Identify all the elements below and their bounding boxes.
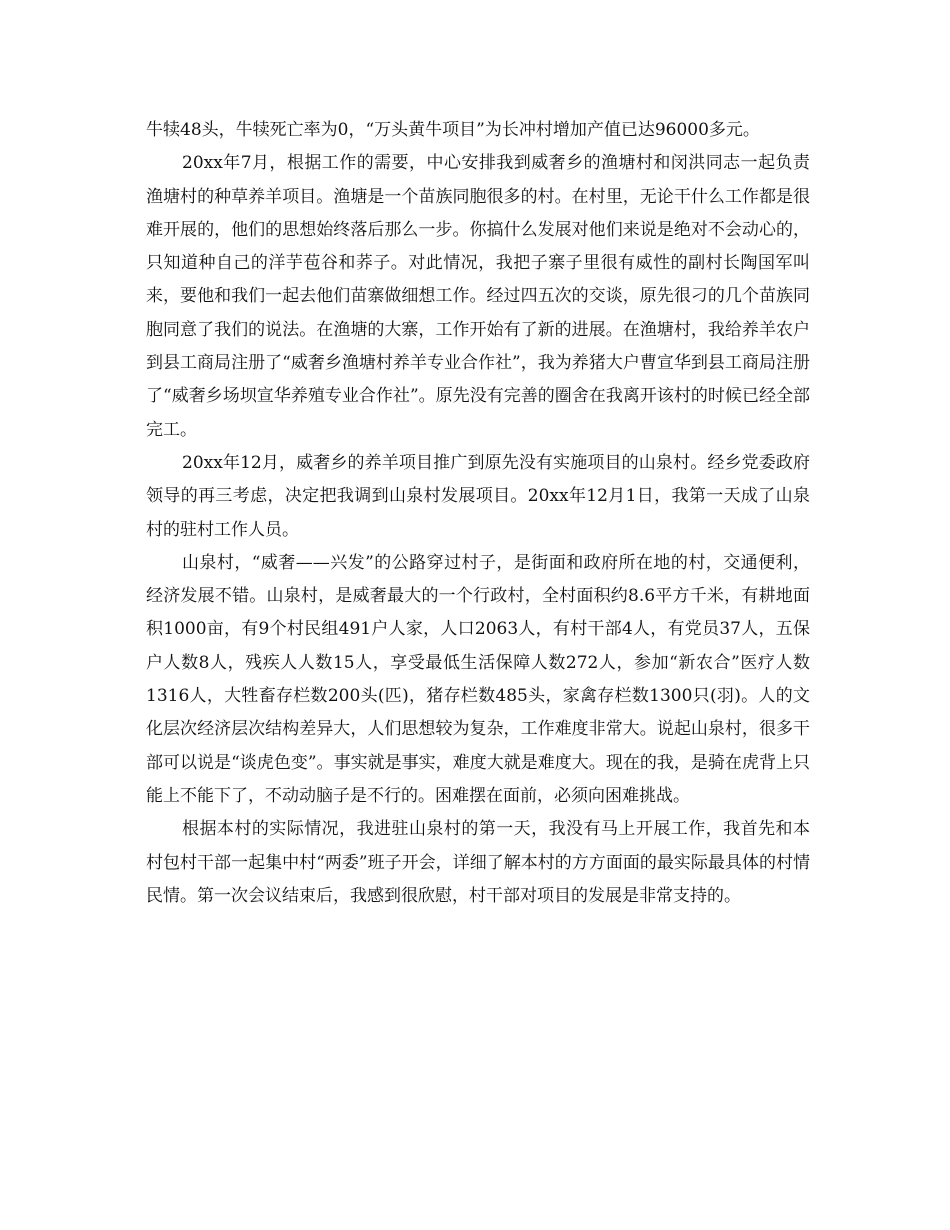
- paragraph-4: 山泉村，“威奢——兴发”的公路穿过村子，是街面和政府所在地的村，交通便利，经济发展不错。山泉村，是威奢最大的一个行政村，全村面积约8.6平方千米，有耕地面积1000亩，有9个村民组491户人家，人口2063人，有村干部4人，有党员37人，五保户人数8人，残疾人人数15人，享受最低生活保障人数272人，参加“新农合”医疗人数1316人，大牲畜存栏数200头(匹)，猪存栏数485头，家禽存栏数1300只(羽)。人的文化层次经济层次结构差异大，人们思想较为复杂，工作难度非常大。说起山泉村，很多干部可以说是“谈虎色变”。事实就是事实，难度大就是难度大。现在的我，是骑在虎背上只能上不能下了，不动动脑子是不行的。困难摆在面前，必须向困难挑战。: [146, 552, 810, 806]
- document-body: [146, 114, 810, 913]
- paragraph-1: 牛犊48头，牛犊死亡率为0，“万头黄牛项目”为长冲村增加产值已达96000多元。: [146, 120, 760, 140]
- paragraph-5: 根据本村的实际情况，我进驻山泉村的第一天，我没有马上开展工作，我首先和本村包村干部一起集中村“两委”班子开会，详细了解本村的方方面面的最实际最具体的村情民情。第一次会议结束后，我感到很欣慰，村干部对项目的发展是非常支持的。: [146, 819, 810, 906]
- paragraph-3: 20xx年12月，威奢乡的养羊项目推广到原先没有实施项目的山泉村。经乡党委政府领导的再三考虑，决定把我调到山泉村发展项目。20xx年12月1日，我第一天成了山泉村的驻村工作人员。: [146, 452, 810, 540]
- paragraph-2: 20xx年7月，根据工作的需要，中心安排我到威奢乡的渔塘村和闵洪同志一起负责渔塘村的种草养羊项目。渔塘是一个苗族同胞很多的村。在村里，无论干什么工作都是很难开展的，他们的思想始终落后那么一步。你搞什么发展对他们来说是绝对不会动心的，只知道种自己的洋芋苞谷和荞子。对此情况，我把子寨子里很有威性的副村长陶国军叫来，要他和我们一起去他们苗寨做细想工作。经过四五次的交谈，原先很刁的几个苗族同胞同意了我们的说法。在渔塘的大寨，工作开始有了新的进展。在渔塘村，我给养羊农户到县工商局注册了“威奢乡渔塘村养羊专业合作社”，我为养猪大户曹宣华到县工商局注册了“威奢乡场坝宣华养殖专业合作社”。原先没有完善的圈舍在我离开该村的时候已经全部完工。: [146, 153, 810, 440]
